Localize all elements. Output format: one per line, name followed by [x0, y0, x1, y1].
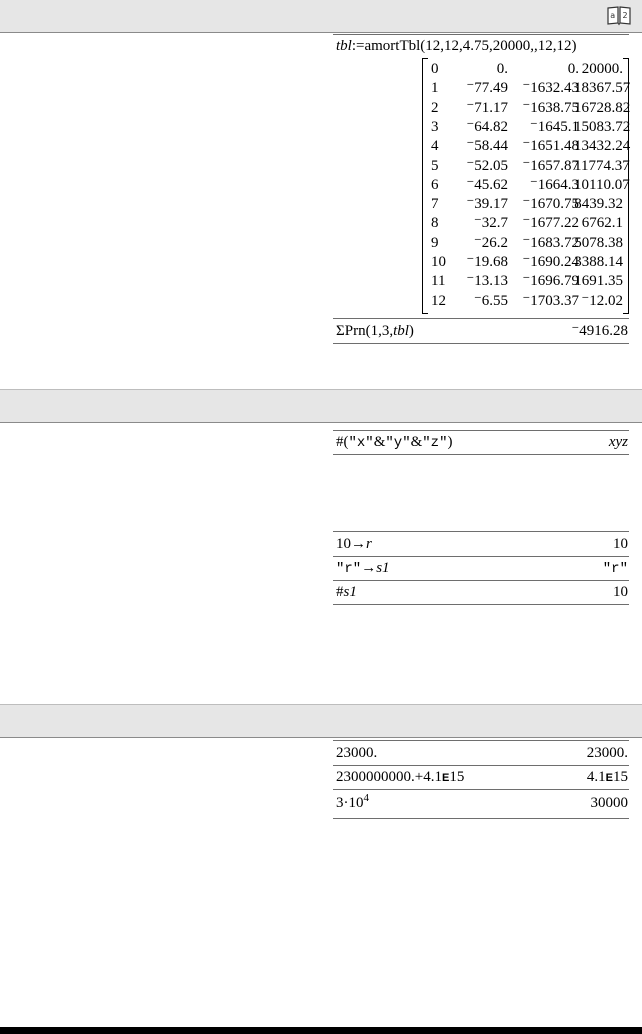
matrix-cell: 15083.72	[574, 118, 631, 135]
matrix-cell: 16728.82	[574, 99, 631, 116]
matrix-row	[422, 78, 629, 99]
matrix-row	[422, 156, 629, 177]
separator	[333, 740, 629, 741]
calc-input: 2300000000.+4.1E15	[336, 769, 465, 785]
matrix-cell: 3	[431, 118, 439, 135]
matrix-cell: ⁻64.82	[466, 118, 508, 135]
separator	[333, 454, 629, 455]
calc-input: #("x"&"y"&"z")	[336, 434, 453, 451]
matrix-cell: 11774.37	[574, 157, 630, 174]
matrix-cell: 7	[431, 196, 439, 213]
matrix-cell: ⁻32.7	[473, 215, 508, 232]
matrix-cell: ⁻1690.24	[522, 254, 579, 270]
matrix-cell: 20000.	[581, 61, 623, 77]
separator	[333, 343, 629, 344]
calc-input: ΣPrn(1,3,tbl)	[336, 323, 414, 339]
matrix-cell: ⁻39.17	[466, 196, 508, 213]
matrix-cell: 0.	[567, 61, 579, 77]
calc-input: #s1	[336, 584, 357, 600]
matrix-cell: ⁻26.2	[473, 234, 508, 251]
matrix-cell: 1691.35	[574, 273, 623, 290]
matrix-cell: 8	[431, 215, 439, 232]
matrix-cell: ⁻6.55	[473, 292, 508, 309]
svg-text:a: a	[610, 11, 616, 20]
calc-input: 10→r	[336, 536, 372, 552]
matrix-cell: ⁻71.17	[466, 99, 508, 116]
matrix-cell: ⁻52.05	[466, 157, 508, 174]
matrix-cell: ⁻1651.48	[522, 138, 579, 155]
calc-output: 10	[613, 536, 628, 552]
matrix-cell: 18367.57	[574, 80, 631, 97]
matrix-cell: ⁻1664.3	[529, 176, 579, 193]
matrix-cell: ⁻1696.79	[522, 273, 579, 290]
calc-output: xyz	[608, 434, 628, 450]
matrix-row	[422, 98, 629, 119]
matrix-cell: 10110.07	[574, 176, 630, 193]
matrix-cell: 1	[431, 80, 439, 97]
calc-entry	[333, 766, 629, 788]
matrix-cell: 5078.38	[574, 234, 623, 251]
matrix-cell: ⁻1703.37	[522, 292, 579, 309]
matrix-cell: ⁻1638.75	[522, 99, 579, 116]
matrix-cell: 6	[431, 176, 439, 193]
matrix-row	[422, 233, 629, 254]
matrix-cell: 8439.32	[574, 196, 623, 213]
calc-entry	[333, 792, 629, 814]
matrix-cell: 12	[431, 292, 446, 309]
section-header-3	[0, 704, 642, 738]
matrix-row	[422, 194, 629, 215]
matrix-cell: ⁻12.02	[581, 292, 623, 309]
svg-text:2: 2	[622, 11, 628, 20]
calc-output: 23000.	[586, 745, 628, 761]
calc-output: 10	[613, 584, 628, 600]
matrix-cell: 4	[431, 138, 439, 155]
matrix-cell: ⁻1645.1	[529, 118, 579, 135]
reference-book-icon	[606, 4, 632, 26]
section-header-1	[0, 0, 642, 33]
matrix-row	[422, 271, 629, 292]
matrix-cell: ⁻1670.75	[522, 196, 579, 213]
matrix-cell: 10	[431, 254, 446, 270]
matrix-cell: 6762.1	[581, 215, 623, 232]
calc-input: $3\cdot 10^4$	[336, 792, 369, 811]
separator	[333, 818, 629, 819]
calc-output: 4.1E15	[586, 769, 628, 785]
matrix-cell: 0.	[496, 61, 508, 77]
matrix-row	[422, 252, 629, 273]
matrix-cell: 3388.14	[574, 254, 623, 270]
amortization-matrix	[422, 57, 629, 315]
matrix-row	[422, 117, 629, 138]
calc-input: "r"→s1	[336, 560, 390, 577]
calc-output: "r"	[602, 561, 628, 577]
matrix-cell: 2	[431, 99, 439, 116]
matrix-cell: ⁻45.62	[466, 176, 508, 193]
calc-output: 30000	[590, 795, 628, 811]
matrix-cell: ⁻77.49	[466, 80, 508, 97]
matrix-cell: ⁻1657.87	[522, 157, 579, 174]
calc-input: 23000.	[336, 745, 378, 761]
calc-entry	[333, 581, 629, 603]
matrix-cell: ⁻19.68	[466, 254, 508, 270]
matrix-cell: 0	[431, 61, 439, 77]
calc-output: ⁻4916.28	[571, 323, 628, 339]
calc-entry	[333, 35, 629, 57]
matrix-cell: 9	[431, 234, 439, 251]
matrix-cell: 5	[431, 157, 439, 174]
matrix-row	[422, 59, 629, 80]
calc-entry	[333, 742, 629, 764]
matrix-cell: 11	[431, 273, 446, 290]
calc-entry	[333, 557, 629, 579]
page-footer-rule	[0, 1027, 642, 1034]
calc-input: tbl:=amortTbl(12,12,4.75,20000,,12,12)	[336, 38, 577, 54]
calc-entry	[333, 431, 629, 453]
separator	[333, 604, 629, 605]
separator	[333, 318, 629, 319]
matrix-cell: ⁻1683.72	[522, 234, 579, 251]
matrix-row	[422, 213, 629, 234]
matrix-cell: ⁻1632.43	[522, 80, 579, 97]
separator	[333, 531, 629, 532]
separator	[333, 789, 629, 790]
matrix-cell: 13432.24	[574, 138, 631, 155]
calc-entry	[333, 533, 629, 555]
matrix-row	[422, 136, 629, 157]
matrix-cell: ⁻1677.22	[522, 215, 579, 232]
matrix-cell: ⁻58.44	[466, 138, 508, 155]
matrix-row	[422, 291, 629, 312]
section-header-2	[0, 389, 642, 423]
matrix-row	[422, 175, 629, 196]
matrix-cell: ⁻13.13	[466, 273, 508, 290]
calc-entry	[333, 320, 629, 342]
